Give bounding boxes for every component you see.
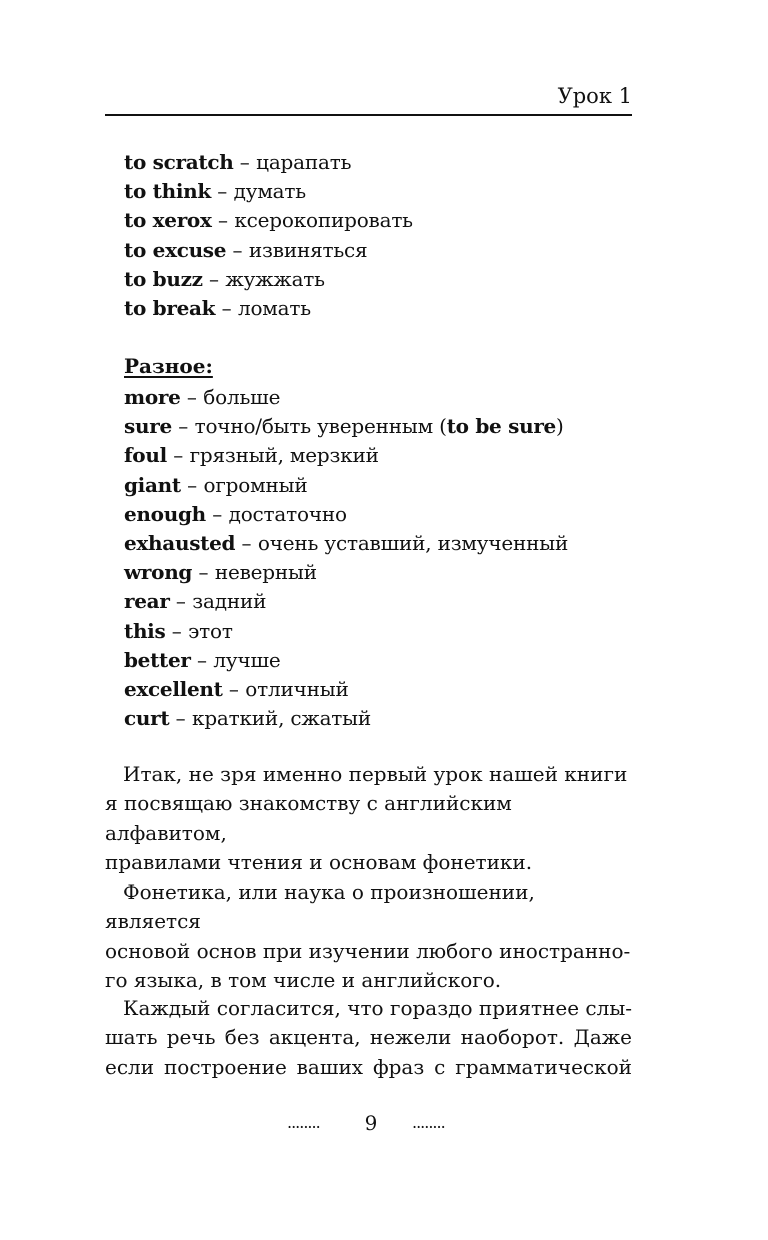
paragraph-line: Каждый согласится, что гораздо приятнее слы- — [123, 996, 632, 1020]
vocab-translation: извиняться — [248, 237, 368, 262]
vocab-entry — [124, 177, 644, 206]
vocab-entry — [124, 500, 644, 529]
vocab-translation: задний — [192, 589, 267, 614]
vocab-entry — [124, 617, 644, 646]
vocab-entry — [124, 412, 644, 441]
vocab-dash: – — [235, 531, 258, 556]
vocab-translation: думать — [233, 179, 306, 204]
paragraph-line: го языка, в том числе и английского. — [105, 968, 502, 993]
vocab-dash: – — [169, 706, 193, 731]
vocab-entry — [124, 294, 644, 323]
vocab-dash: – — [180, 472, 204, 497]
vocab-translation: лучше — [213, 647, 281, 672]
vocab-term: this — [124, 618, 166, 643]
body-paragraph — [105, 760, 632, 878]
vocab-translation: царапать — [256, 150, 352, 174]
vocab-list-misc — [124, 383, 644, 733]
vocab-dash: – — [215, 296, 238, 321]
vocab-entry — [124, 675, 644, 704]
vocab-term: foul — [124, 443, 167, 468]
vocab-term: rear — [124, 589, 170, 614]
vocab-dash: – — [202, 266, 226, 291]
vocab-entry — [124, 236, 644, 265]
header-rule — [105, 114, 632, 116]
running-head: Урок 1 — [557, 84, 632, 108]
vocab-dash: – — [226, 237, 249, 262]
footer-dots-right: ........ — [412, 1113, 445, 1132]
vocab-translation: достаточно — [228, 501, 347, 526]
vocab-term: sure — [124, 414, 172, 439]
vocab-entry — [124, 148, 644, 177]
body-paragraph — [105, 878, 632, 996]
vocab-term: to scratch — [124, 150, 234, 174]
footer-dots-left: ........ — [287, 1113, 320, 1132]
vocab-dash: – — [205, 501, 229, 526]
vocab-term: better — [124, 647, 191, 672]
vocab-translation: жужжать — [225, 266, 325, 291]
vocab-entry — [124, 587, 644, 616]
vocab-term: to buzz — [124, 266, 203, 291]
page-number: 9 — [364, 1111, 378, 1135]
vocab-dash: – — [233, 150, 257, 174]
vocab-entry — [124, 441, 644, 470]
vocab-dash: – — [166, 443, 190, 468]
vocab-entry — [124, 265, 644, 294]
vocab-dash: – — [180, 385, 204, 409]
vocab-list-verbs — [124, 148, 644, 323]
vocab-entry — [124, 704, 644, 733]
vocab-translation: ломать — [237, 296, 311, 321]
vocab-translation: огромный — [203, 472, 308, 497]
vocab-entry — [124, 471, 644, 500]
vocab-translation: точно/быть уверенным ( — [194, 414, 447, 439]
vocab-term: more — [124, 385, 181, 409]
paragraph-line: я посвящаю знакомству с английским алфавитом, — [105, 791, 512, 845]
vocab-paren-close: ) — [555, 414, 564, 439]
vocab-dash: – — [165, 618, 189, 643]
vocab-dash: – — [171, 414, 195, 439]
vocab-dash: – — [210, 179, 234, 204]
vocab-translation: грязный, мерзкий — [189, 443, 379, 468]
vocab-dash: – — [211, 208, 235, 233]
vocab-translation: очень уставший, измученный — [257, 531, 569, 556]
vocab-entry — [124, 558, 644, 587]
vocab-entry — [124, 206, 644, 235]
vocab-entry — [124, 383, 644, 412]
vocab-dash: – — [192, 560, 215, 585]
paragraph-line: Фонетика, или наука о произношении, является — [105, 880, 535, 934]
vocab-term: to xerox — [124, 208, 212, 233]
vocab-translation: неверный — [214, 560, 317, 585]
paragraph-line: Итак, не зря именно первый урок нашей книги — [123, 762, 628, 786]
vocab-term: to think — [124, 179, 211, 204]
vocab-term: to break — [124, 296, 216, 321]
vocab-term: giant — [124, 472, 181, 497]
vocab-translation: краткий, сжатый — [192, 706, 372, 731]
vocab-dash: – — [169, 589, 193, 614]
vocab-entry — [124, 646, 644, 675]
vocab-term: excellent — [124, 677, 223, 702]
paragraph-line: если построение ваших фраз с грамматической — [105, 1054, 632, 1079]
vocab-translation: больше — [203, 385, 281, 409]
vocab-entry — [124, 529, 644, 558]
body-paragraph — [105, 994, 632, 1082]
vocab-translation: ксерокопировать — [234, 208, 413, 233]
vocab-translation: отличный — [245, 677, 349, 702]
vocab-term: exhausted — [124, 531, 236, 556]
paragraph-line: правилами чтения и основам фонетики. — [105, 850, 533, 875]
vocab-term: curt — [124, 706, 170, 731]
paragraph-line: шать речь без акцента, нежели наоборот. Даже — [105, 1025, 632, 1050]
vocab-term: wrong — [124, 560, 193, 585]
vocab-term-extra: to be sure — [446, 414, 556, 439]
vocab-translation: этот — [188, 618, 233, 643]
section-title-misc: Разное: — [124, 354, 213, 378]
vocab-term: to excuse — [124, 237, 227, 262]
vocab-term: enough — [124, 501, 206, 526]
vocab-dash: – — [222, 677, 246, 702]
vocab-dash: – — [190, 647, 214, 672]
paragraph-line: основой основ при изучении любого иностранно- — [105, 938, 631, 963]
